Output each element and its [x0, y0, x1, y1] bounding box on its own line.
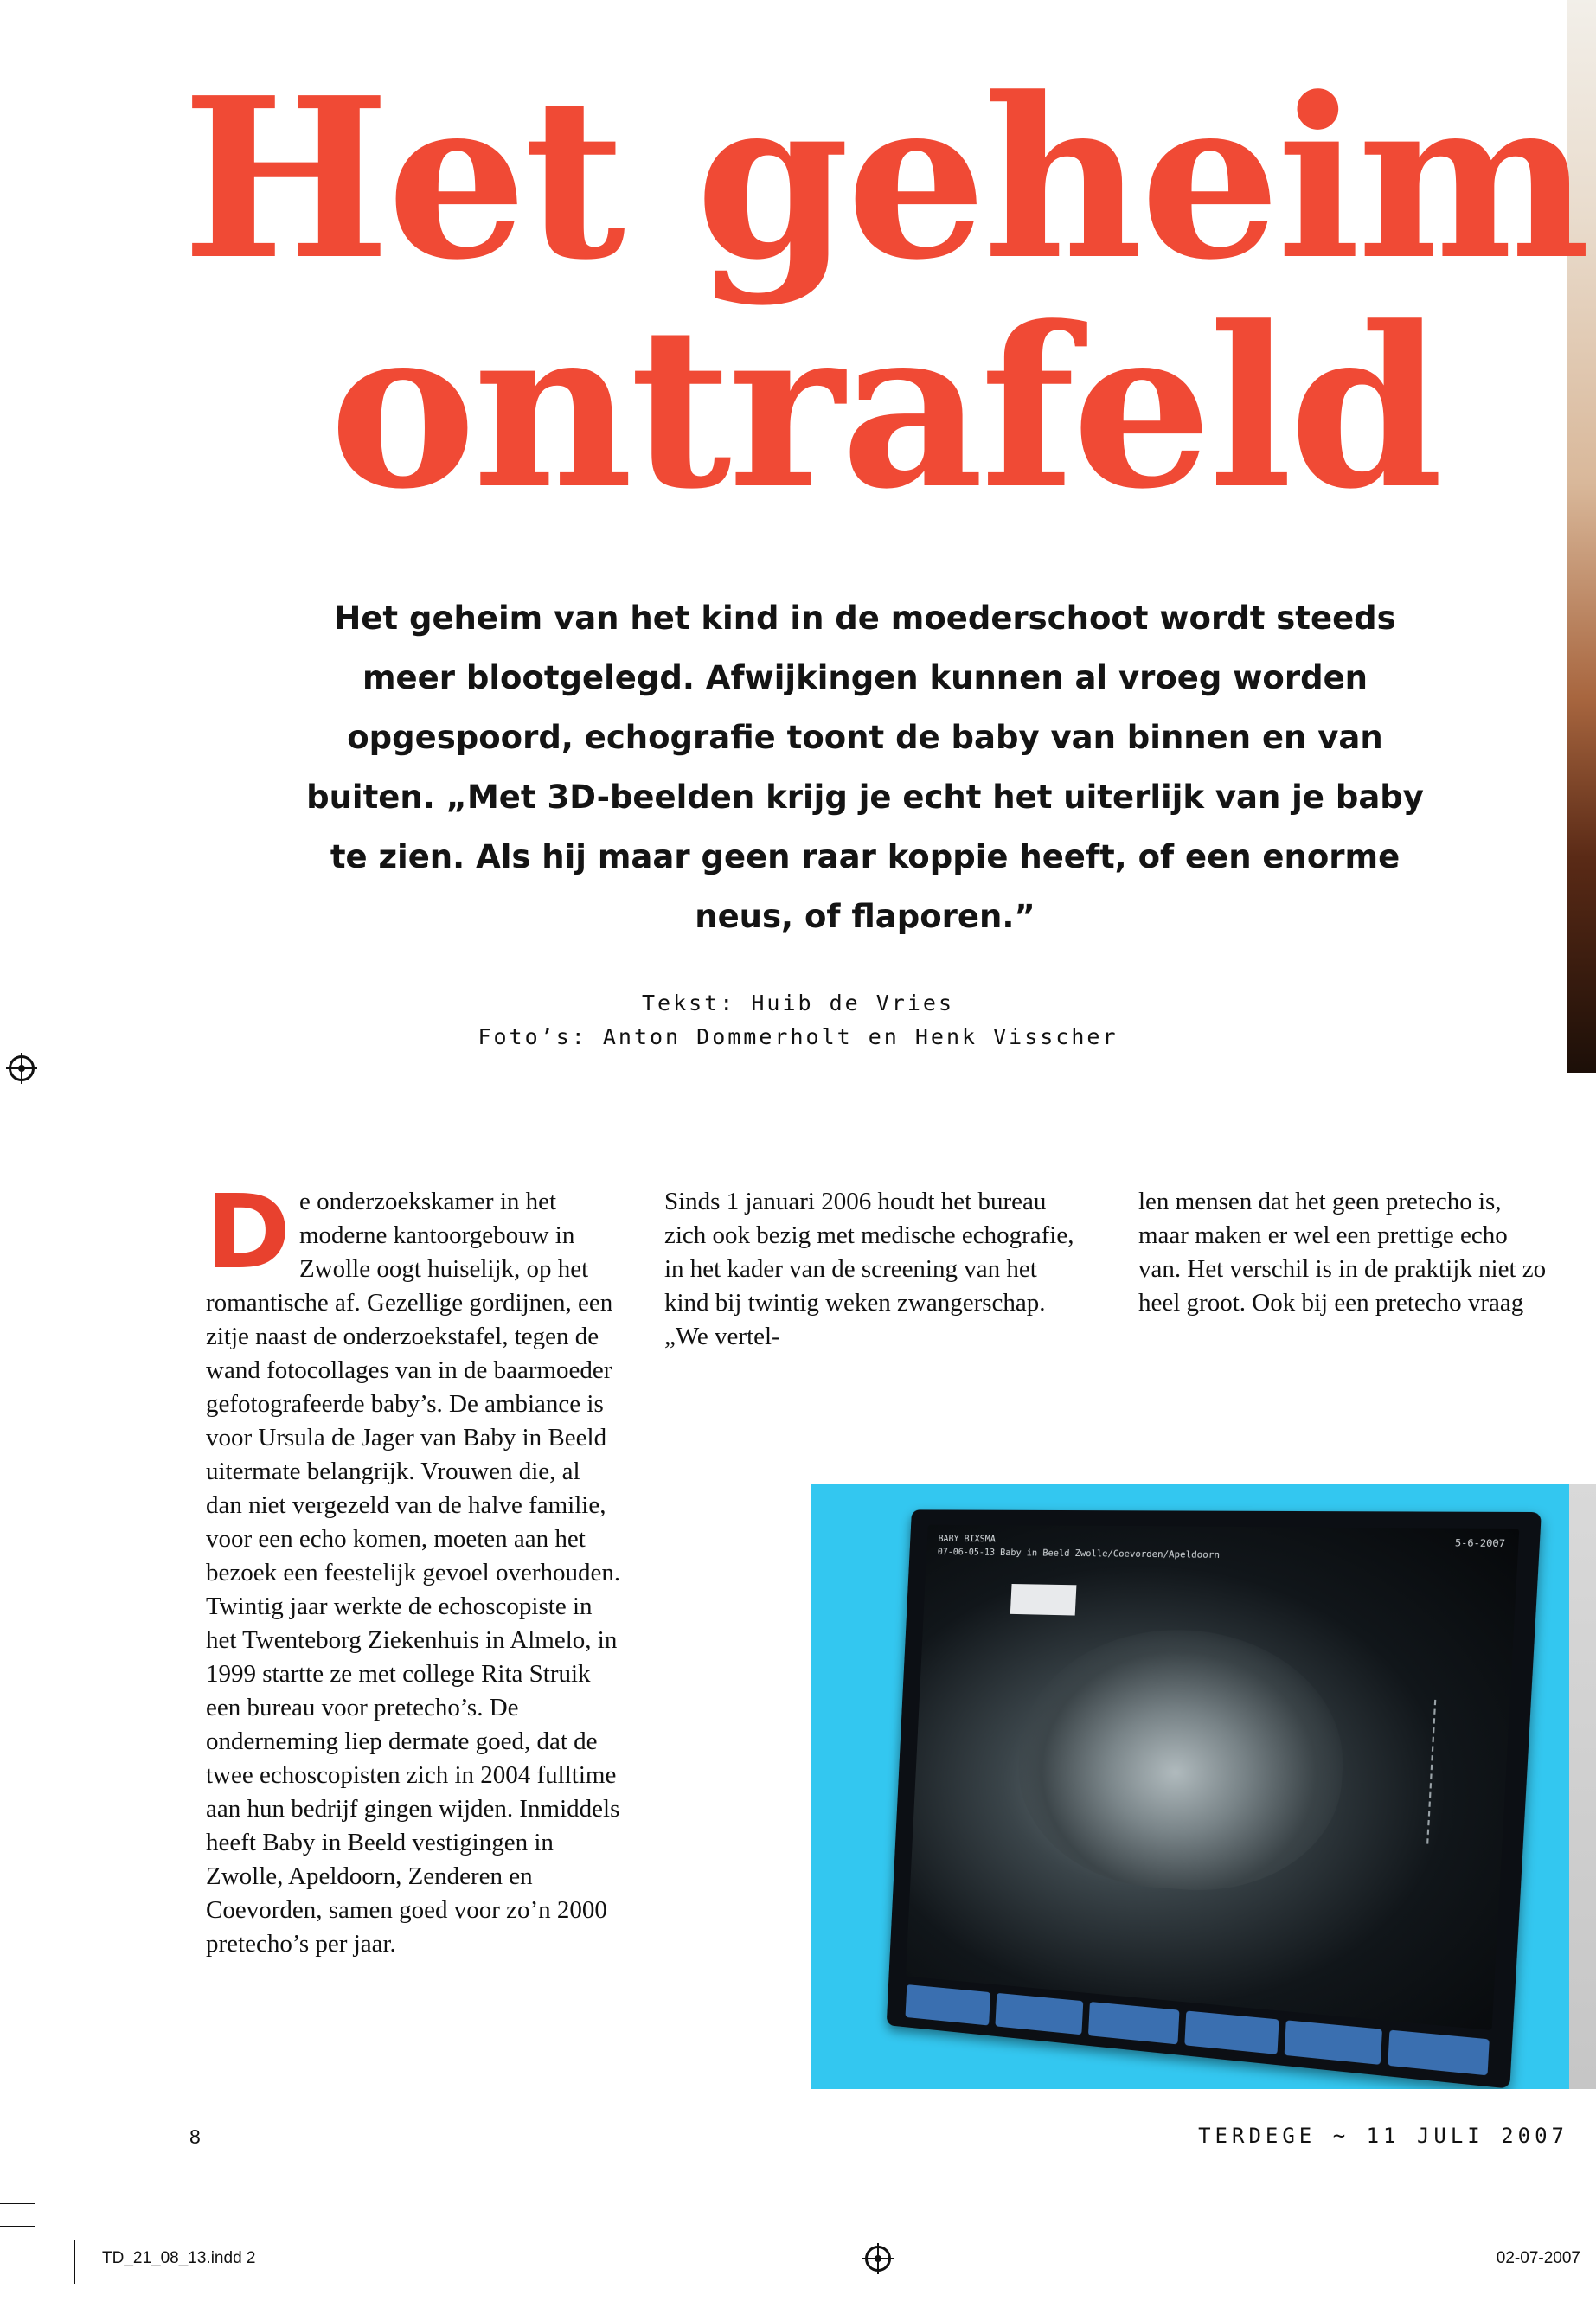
- article-column-1: [206, 1172, 621, 1961]
- monitor-button: [906, 1984, 990, 2025]
- crop-mark: [0, 2226, 35, 2227]
- slug-date: 02-07-2007: [1496, 2249, 1580, 2267]
- crop-mark: [0, 2203, 35, 2204]
- registration-mark-icon: [865, 2246, 891, 2272]
- monitor-button: [1285, 2020, 1382, 2065]
- ultrasound-screen: [906, 1525, 1519, 2031]
- screen-side-scale: [1426, 1700, 1492, 1848]
- screen-clinic-line: 07-06-05-13 Baby in Beeld Zwolle/Coevorden/Apeldoorn: [937, 1546, 1221, 1561]
- publication-footer: TERDEGE ~ 11 JULI 2007: [1198, 2124, 1568, 2148]
- screen-date: 5-6-2007: [1454, 1537, 1506, 1550]
- fetus-scan-image: [1013, 1626, 1349, 1900]
- registration-mark-icon: [9, 1055, 35, 1081]
- article-column-2: Sinds 1 januari 2006 houdt het bureau zich ook bezig met medische echografie, in het kader van de screening van het kind bij twintig weken zwangerschap. „We vertel-: [664, 1188, 1074, 1350]
- credits: [0, 986, 1596, 1054]
- drop-cap: D: [206, 1172, 291, 1292]
- monitor-button: [1388, 2030, 1490, 2076]
- screen-patient-name: BABY BIXSMA: [938, 1533, 997, 1545]
- credit-text: Tekst: Huib de Vries: [641, 990, 955, 1016]
- lead-paragraph: Het geheim van het kind in de moederschoot wordt steeds meer blootgelegd. Afwijkingen kunnen al vroeg worden opgespoord, echografie toont de baby van binnen en van buiten. „Met 3D-beelden krijg je echt het uiterlijk van je baby te zien. Als hij maar geen raar koppie heeft, of een enorme neus, of flaporen.”: [306, 599, 1424, 935]
- headline-line-1: Het geheim: [182, 50, 1587, 309]
- column-1-text: e onderzoekskamer in het moderne kantoorgebouw in Zwolle oogt huiselijk, op het romantische af. Gezellige gordijnen, een zitje naast de onderzoekstafel, tegen de wand fotocollages van in de baarmoeder gefotografeerde baby’s. De ambiance is voor Ursula de Jager van Baby in Beeld uitermate belangrijk. Vrouwen die, al dan niet vergezeld van de halve familie, voor een echo komen, moeten aan het bezoek een feestelijk gevoel overhouden. Twintig jaar werkte de echoscopiste in het Twenteborg Ziekenhuis in Almelo, in 1999 startte ze met college Rita Struik een bureau voor pretecho’s. De onderneming liep dermate goed, dat de twee echoscopisten zich in 2004 fulltime aan hun bedrijf gingen wijden. Inmiddels heeft Baby in Beeld vestigingen in Zwolle, Apeldoorn, Zenderen en Coevorden, samen goed voor zo’n 2000 pretecho’s per jaar.: [206, 1188, 621, 1958]
- monitor-button: [995, 1993, 1083, 2035]
- page-number: 8: [189, 2125, 201, 2148]
- file-slug: TD_21_08_13.indd 2: [102, 2249, 256, 2267]
- crop-mark: [74, 2240, 75, 2284]
- article-column-3: len mensen dat het geen pretecho is, maar maken er wel een prettige echo van. Het verschil is in de praktijk niet zo heel groot. Ook bij een pretecho vraag: [1138, 1188, 1547, 1317]
- monitor-button: [1088, 2002, 1180, 2044]
- ultrasound-monitor: [887, 1509, 1542, 2088]
- adjacent-page-strip-gray: [1567, 1484, 1596, 2089]
- monitor-button: [1184, 2010, 1279, 2054]
- headline-line-2: ontrafeld: [329, 279, 1440, 538]
- screen-label-box: [1010, 1584, 1077, 1616]
- credit-photos: Foto’s: Anton Dommerholt en Henk Visscher: [478, 1024, 1118, 1049]
- ultrasound-photo: [811, 1484, 1569, 2089]
